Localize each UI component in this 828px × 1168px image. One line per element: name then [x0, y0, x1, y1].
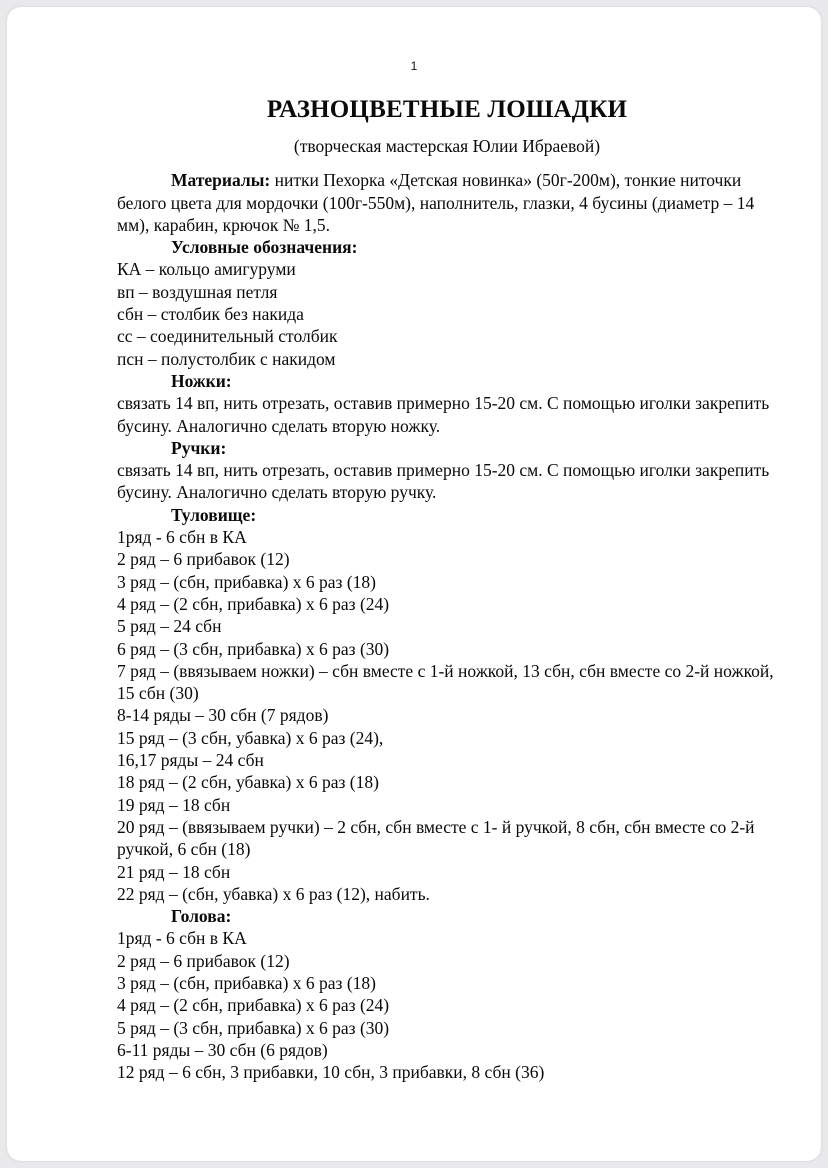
- materials-text: нитки Пехорка «Детская новинка» (50г-200м), тонкие ниточки белого цвета для мордочки (100г-550м), наполнитель, глазки, 4 бусины (диаметр – 14 мм), карабин, крючок № 1,5.: [117, 170, 755, 235]
- document-content: [117, 95, 777, 1083]
- document-subtitle: (творческая мастерская Юлии Ибраевой): [293, 136, 601, 156]
- pattern-row: 22 ряд – (сбн, убавка) х 6 раз (12), набить.: [117, 883, 430, 904]
- pattern-row: 19 ряд – 18 сбн: [117, 794, 231, 815]
- pattern-row: 8-14 ряды – 30 сбн (7 рядов): [117, 705, 329, 726]
- materials-paragraph: [117, 169, 777, 236]
- pattern-row: 15 ряд – (3 сбн, убавка) х 6 раз (24),: [117, 727, 384, 748]
- arms-heading: Ручки:: [171, 437, 227, 458]
- legend-item: КА – кольцо амигуруми: [117, 259, 296, 280]
- pattern-row: 5 ряд – 24 сбн: [117, 616, 222, 637]
- pattern-row: 2 ряд – 6 прибавок (12): [117, 549, 290, 570]
- pattern-row: 21 ряд – 18 сбн: [117, 861, 231, 882]
- body-heading: Туловище:: [171, 504, 257, 525]
- head-heading: Голова:: [171, 906, 232, 927]
- pattern-row: 1ряд - 6 сбн в КА: [117, 527, 247, 548]
- pattern-row: 16,17 ряды – 24 сбн: [117, 750, 264, 771]
- legend-item: сбн – столбик без накида: [117, 304, 304, 325]
- legend-item: псн – полустолбик с накидом: [117, 348, 336, 369]
- pattern-row: 18 ряд – (2 сбн, убавка) х 6 раз (18): [117, 772, 379, 793]
- legs-heading: Ножки:: [171, 370, 232, 391]
- legend-heading: Условные обозначения:: [171, 237, 358, 258]
- pattern-row: 3 ряд – (сбн, прибавка) х 6 раз (18): [117, 571, 376, 592]
- legend-item: вп – воздушная петля: [117, 281, 278, 302]
- pattern-row: 5 ряд – (3 сбн, прибавка) х 6 раз (30): [117, 1017, 390, 1038]
- pattern-row: 7 ряд – (ввязываем ножки) – сбн вместе с 1-й ножкой, 13 сбн, сбн вместе со 2-й ножкой, 15 сбн (30): [117, 660, 774, 704]
- pattern-row: 6-11 ряды – 30 сбн (6 рядов): [117, 1039, 328, 1060]
- materials-label: Материалы:: [171, 170, 271, 191]
- legend-list: [117, 258, 777, 369]
- pattern-row: 2 ряд – 6 прибавок (12): [117, 950, 290, 971]
- page-number: 1: [410, 59, 418, 73]
- arms-text: связать 14 вп, нить отрезать, оставив примерно 15-20 см. С помощью иголки закрепить бусину. Аналогично сделать вторую ручку.: [117, 460, 770, 503]
- pattern-row: 20 ряд – (ввязываем ручки) – 2 сбн, сбн вместе с 1- й ручкой, 8 сбн, сбн вместе со 2-й ручкой, 6 сбн (18): [117, 816, 755, 860]
- legs-text: связать 14 вп, нить отрезать, оставив примерно 15-20 см. С помощью иголки закрепить бусину. Аналогично сделать вторую ножку.: [117, 393, 770, 436]
- head-rows: [117, 927, 777, 1083]
- document-title: РАЗНОЦВЕТНЫЕ ЛОШАДКИ: [266, 96, 628, 123]
- body-rows: [117, 526, 777, 905]
- pattern-row: 6 ряд – (3 сбн, прибавка) х 6 раз (30): [117, 638, 390, 659]
- legend-item: сс – соединительный столбик: [117, 326, 338, 347]
- pattern-row: 4 ряд – (2 сбн, прибавка) х 6 раз (24): [117, 995, 390, 1016]
- pattern-row: 1ряд - 6 сбн в КА: [117, 928, 247, 949]
- pattern-row: 12 ряд – 6 сбн, 3 прибавки, 10 сбн, 3 прибавки, 8 сбн (36): [117, 1062, 545, 1083]
- document-page: [7, 7, 821, 1161]
- pattern-row: 3 ряд – (сбн, прибавка) х 6 раз (18): [117, 972, 376, 993]
- pattern-row: 4 ряд – (2 сбн, прибавка) х 6 раз (24): [117, 593, 390, 614]
